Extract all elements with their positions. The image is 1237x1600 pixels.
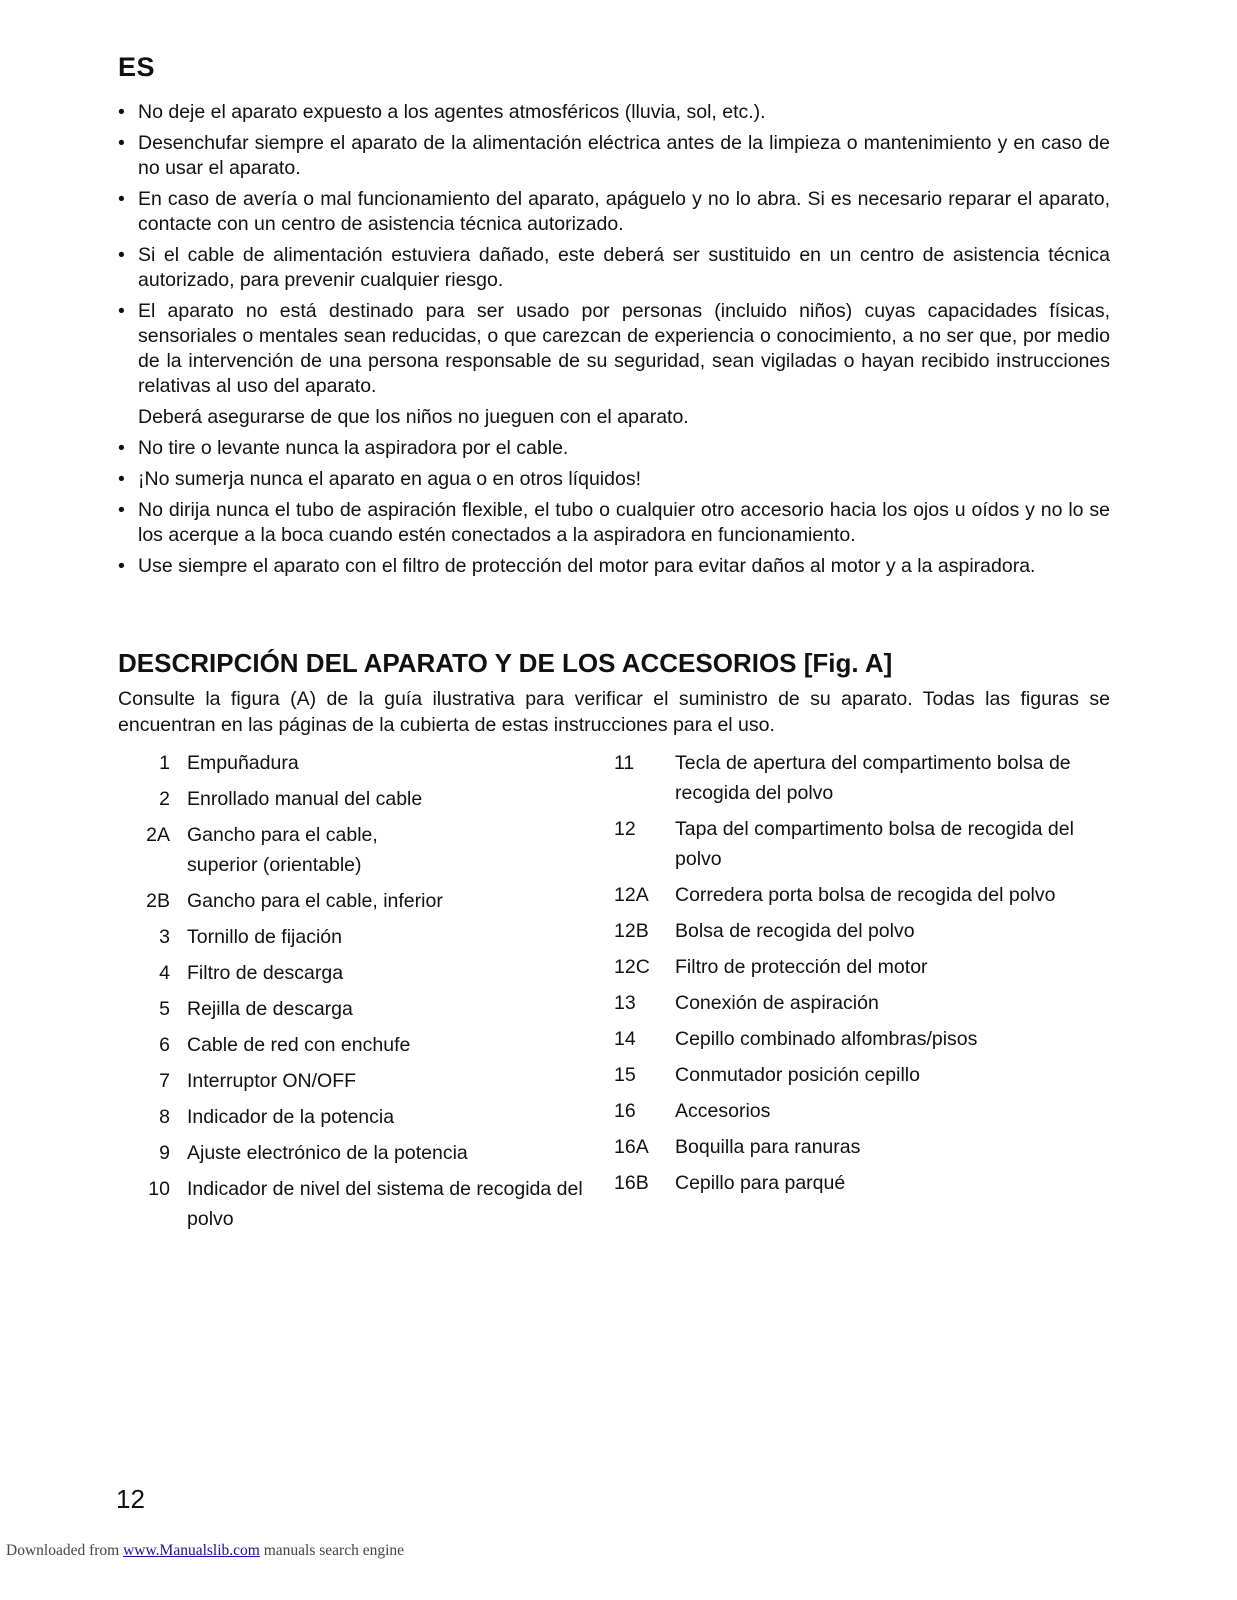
- section-intro: Consulte la figura (A) de la guía ilustrativa para verificar el suministro de su aparato. Todas las figuras se encuentran en las páginas de la cubierta de estas instrucciones para el uso.: [118, 688, 1110, 736]
- part-number: 8: [159, 1106, 170, 1128]
- bullet-item: [118, 554, 1110, 579]
- part-number: 11: [614, 752, 635, 774]
- part-number: 2B: [146, 890, 170, 912]
- bullet-dot-icon: •: [118, 437, 125, 459]
- bullet-dot-icon: •: [118, 499, 125, 521]
- part-label: Interruptor ON/OFF: [187, 1070, 357, 1092]
- bullet-dot-icon: •: [118, 300, 125, 322]
- part-label: Accesorios: [675, 1100, 771, 1122]
- part-label: Cable de red con enchufe: [187, 1034, 411, 1056]
- bullet-item: [118, 299, 1110, 399]
- part-number: 16B: [614, 1172, 649, 1194]
- part-number: 10: [148, 1178, 170, 1200]
- part-row: [118, 1102, 588, 1132]
- part-row: [604, 814, 1110, 874]
- part-number: 12: [614, 818, 636, 840]
- part-number: 15: [614, 1064, 636, 1086]
- part-row: [118, 1030, 588, 1060]
- part-row: [118, 820, 588, 880]
- language-tag: ES: [118, 52, 156, 82]
- part-number: 14: [614, 1028, 636, 1050]
- bullet-text: El aparato no está destinado para ser usado por personas (incluido niños) cuyas capacidades físicas, sensoriales o mentales sean reducidas, o que carezcan de experiencia o conocimiento, a no ser que, por medio de la intervención de una persona responsable de su seguridad, sean vigiladas o hayan recibido instrucciones relativas al uso del aparato.: [138, 300, 1110, 397]
- bullet-text: Si el cable de alimentación estuviera dañado, este deberá ser sustituido en un centro de asistencia técnica autorizado, para prevenir cualquier riesgo.: [138, 244, 1110, 291]
- section-title: DESCRIPCIÓN DEL APARATO Y DE LOS ACCESORIOS [Fig. A]: [118, 648, 893, 678]
- part-number: 12B: [614, 920, 649, 942]
- part-number: 3: [159, 926, 170, 948]
- bullet-item: [118, 467, 1110, 492]
- bullet-text: Deberá asegurarse de que los niños no jueguen con el aparato.: [138, 406, 689, 428]
- part-number: 2: [159, 788, 170, 810]
- part-label: Rejilla de descarga: [187, 998, 353, 1020]
- manualslib-link[interactable]: www.Manualslib.com: [123, 1542, 260, 1559]
- part-number: 12C: [614, 956, 650, 978]
- bullet-text: No deje el aparato expuesto a los agentes atmosféricos (lluvia, sol, etc.).: [138, 101, 766, 123]
- part-row: [604, 988, 1110, 1018]
- bullet-item: [118, 131, 1110, 181]
- part-number: 6: [159, 1034, 170, 1056]
- bullet-text: No tire o levante nunca la aspiradora por el cable.: [138, 437, 569, 459]
- part-number: 1: [159, 752, 170, 774]
- part-label: Empuñadura: [187, 752, 299, 774]
- part-label: Cepillo combinado alfombras/pisos: [675, 1028, 978, 1050]
- part-label: Ajuste electrónico de la potencia: [187, 1142, 468, 1164]
- bullet-dot-icon: •: [118, 468, 125, 490]
- part-row: [604, 880, 1110, 910]
- bullet-dot-icon: •: [118, 244, 125, 266]
- part-row: [604, 748, 1110, 808]
- part-row: [118, 994, 588, 1024]
- bullet-text: No dirija nunca el tubo de aspiración flexible, el tubo o cualquier otro accesorio hacia los ojos u oídos y no lo se los acerque a la boca cuando estén conectados a la aspiradora en funcionamiento.: [138, 499, 1110, 546]
- part-label: Indicador de la potencia: [187, 1106, 395, 1128]
- part-label: Gancho para el cable, inferior: [187, 890, 443, 912]
- bullet-dot-icon: •: [118, 101, 125, 123]
- part-row: [118, 1066, 588, 1096]
- bullet-dot-icon: •: [118, 188, 125, 210]
- part-row: [118, 886, 588, 916]
- part-row: [604, 1096, 1110, 1126]
- download-footer: [6, 1542, 404, 1560]
- part-label: Cepillo para parqué: [675, 1172, 846, 1194]
- bullet-dot-icon: •: [118, 555, 125, 577]
- part-label: Corredera porta bolsa de recogida del polvo: [675, 884, 1056, 906]
- part-number: 16: [614, 1100, 636, 1122]
- part-label: Enrollado manual del cable: [187, 788, 423, 810]
- page-number: 12: [116, 1484, 145, 1514]
- part-label: Indicador de nivel del sistema de recogida del polvo: [187, 1178, 583, 1230]
- part-row: [604, 1132, 1110, 1162]
- part-row: [604, 916, 1110, 946]
- footer-prefix: Downloaded from: [6, 1542, 124, 1559]
- bullet-text: En caso de avería o mal funcionamiento del aparato, apáguelo y no lo abra. Si es necesario reparar el aparato, contacte con un centro de asistencia técnica autorizado.: [138, 188, 1110, 235]
- part-row: [118, 784, 588, 814]
- part-label: Filtro de protección del motor: [675, 956, 928, 978]
- part-label: Tapa del compartimento bolsa de recogida del polvo: [675, 818, 1074, 870]
- bullet-text: Desenchufar siempre el aparato de la alimentación eléctrica antes de la limpieza o mantenimiento y en caso de no usar el aparato.: [138, 132, 1110, 179]
- bullet-text: Use siempre el aparato con el filtro de protección del motor para evitar daños al motor y a la aspiradora.: [138, 555, 1036, 577]
- part-row: [118, 748, 588, 778]
- part-row: [118, 922, 588, 952]
- part-number: 12A: [614, 884, 649, 906]
- part-label: Boquilla para ranuras: [675, 1136, 861, 1158]
- part-label: Tornillo de fijación: [187, 926, 343, 948]
- parts-list-right: [604, 748, 1110, 1204]
- safety-bullet-list: [118, 100, 1110, 585]
- parts-list-left: [118, 748, 588, 1240]
- part-label: Tecla de apertura del compartimento bolsa de recogida del polvo: [675, 752, 1071, 804]
- bullet-dot-icon: •: [118, 132, 125, 154]
- part-label: Gancho para el cable, superior (orientable): [187, 824, 378, 876]
- part-row: [604, 1024, 1110, 1054]
- part-row: [604, 1168, 1110, 1198]
- bullet-item: [118, 243, 1110, 293]
- part-number: 2A: [146, 824, 170, 846]
- bullet-item: [118, 405, 1110, 430]
- bullet-item: [118, 436, 1110, 461]
- bullet-text: ¡No sumerja nunca el aparato en agua o en otros líquidos!: [138, 468, 641, 490]
- part-row: [118, 958, 588, 988]
- part-row: [604, 952, 1110, 982]
- part-number: 5: [159, 998, 170, 1020]
- part-number: 7: [159, 1070, 170, 1092]
- part-number: 13: [614, 992, 636, 1014]
- footer-suffix: manuals search engine: [259, 1542, 405, 1559]
- part-label: Filtro de descarga: [187, 962, 344, 984]
- bullet-item: [118, 187, 1110, 237]
- part-row: [118, 1174, 588, 1234]
- part-row: [604, 1060, 1110, 1090]
- part-label: Conmutador posición cepillo: [675, 1064, 920, 1086]
- part-row: [118, 1138, 588, 1168]
- bullet-item: [118, 498, 1110, 548]
- part-number: 16A: [614, 1136, 649, 1158]
- part-number: 9: [159, 1142, 170, 1164]
- part-label: Conexión de aspiración: [675, 992, 879, 1014]
- bullet-item: [118, 100, 1110, 125]
- part-label: Bolsa de recogida del polvo: [675, 920, 915, 942]
- part-number: 4: [159, 962, 170, 984]
